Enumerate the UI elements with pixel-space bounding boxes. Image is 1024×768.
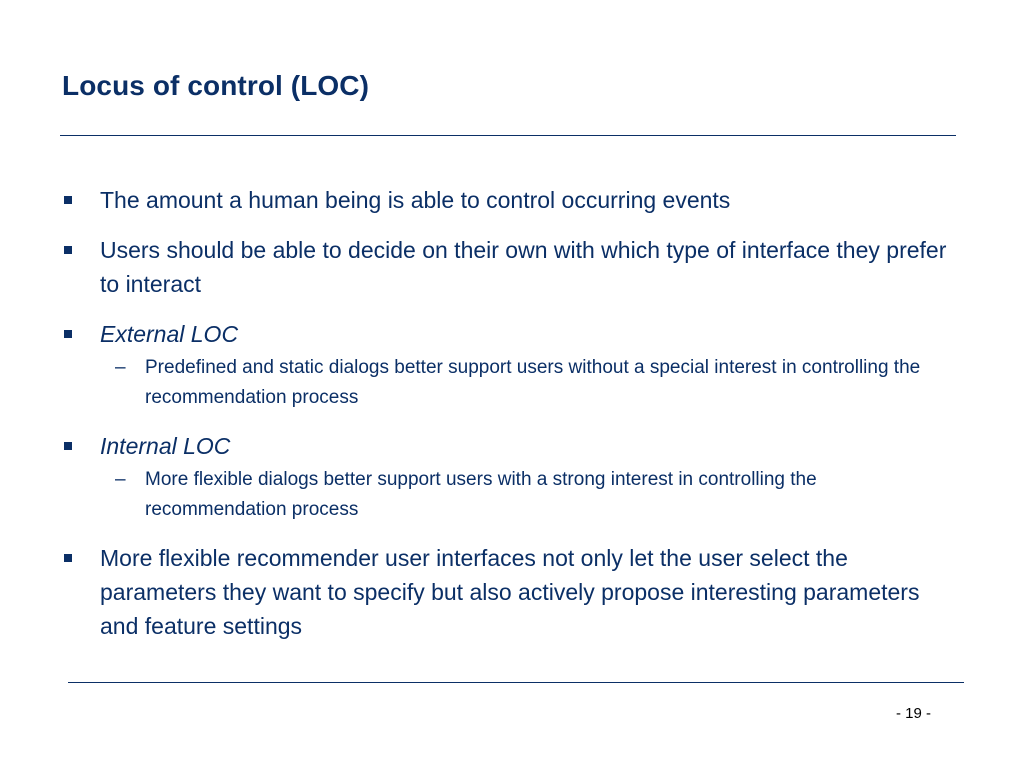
bullet-text: More flexible recommender user interfaces not only let the user select the parameters they want to specify but also actively propose interesting parameters and feature settings: [100, 545, 920, 639]
bullet-item: [62, 183, 962, 217]
bullet-text: Internal LOC: [100, 433, 231, 459]
sub-bullet-text: More flexible dialogs better support users with a strong interest in controlling the recommendation process: [145, 469, 817, 520]
bullet-item: [62, 317, 962, 413]
page-number: - 19 -: [896, 705, 932, 722]
sub-bullet-item: [100, 353, 962, 413]
title-divider: [60, 135, 956, 136]
square-bullet-icon: [64, 554, 72, 562]
slide-title: Locus of control (LOC): [62, 70, 370, 101]
bullet-text: Users should be able to decide on their own with which type of interface they prefer to interact: [100, 237, 947, 297]
square-bullet-icon: [64, 196, 72, 204]
sub-bullet-list: [100, 353, 962, 413]
sub-bullet-item: [100, 465, 962, 525]
bullet-item: [62, 429, 962, 525]
bullet-list: [62, 183, 962, 659]
sub-bullet-list: [100, 465, 962, 525]
dash-marker: –: [115, 469, 126, 490]
footer-divider: [68, 682, 964, 683]
square-bullet-icon: [64, 330, 72, 338]
square-bullet-icon: [64, 246, 72, 254]
square-bullet-icon: [64, 442, 72, 450]
bullet-item: [62, 233, 962, 301]
bullet-text: External LOC: [100, 321, 239, 347]
dash-marker: –: [115, 357, 126, 378]
sub-bullet-text: Predefined and static dialogs better support users without a special interest in controlling the recommendation process: [145, 357, 921, 408]
bullet-item: [62, 541, 962, 643]
bullet-text: The amount a human being is able to control occurring events: [100, 187, 731, 213]
